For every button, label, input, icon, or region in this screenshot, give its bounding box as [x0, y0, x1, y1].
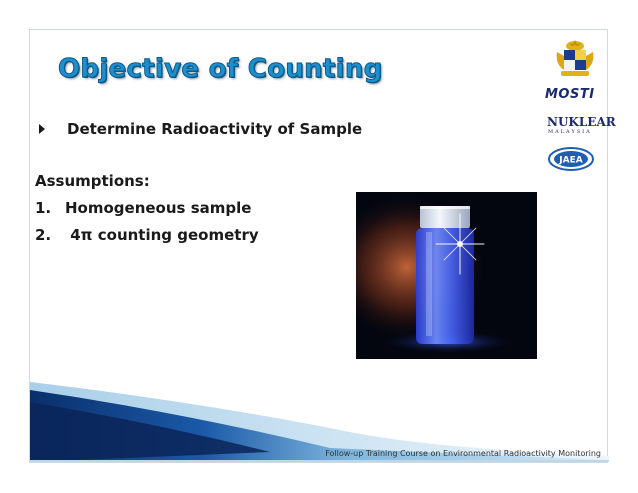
glowing-vial-photo: [356, 192, 537, 359]
assumption-number: 1.: [35, 199, 52, 217]
mosti-logo: MOSTI: [545, 87, 595, 102]
assumption-number: 2.: [35, 226, 52, 244]
assumption-item: [35, 199, 251, 217]
bullet-arrow-icon: [39, 124, 45, 134]
nuklear-logo: NUKLEAR: [547, 115, 616, 129]
jaea-logo-icon: [547, 146, 595, 172]
footer-caption: Follow-up Training Course on Environmental Radioactivity Monitoring: [325, 449, 601, 458]
assumption-text: 4π counting geometry: [65, 226, 259, 244]
nuklear-subtitle: MALAYSIA: [548, 129, 592, 135]
malaysia-coat-of-arms-icon: [553, 38, 597, 80]
logo-column: [531, 30, 616, 190]
svg-text:JAEA: JAEA: [559, 155, 583, 166]
assumptions-heading: Assumptions:: [35, 172, 150, 190]
assumption-item: [35, 226, 259, 244]
slide-title: Objective of Counting: [58, 54, 383, 84]
slide: [29, 29, 616, 463]
footer-swoosh-decoration: [30, 352, 609, 462]
main-bullet: [39, 120, 362, 138]
assumption-text: Homogeneous sample: [65, 199, 252, 217]
main-bullet-text: Determine Radioactivity of Sample: [67, 120, 363, 138]
